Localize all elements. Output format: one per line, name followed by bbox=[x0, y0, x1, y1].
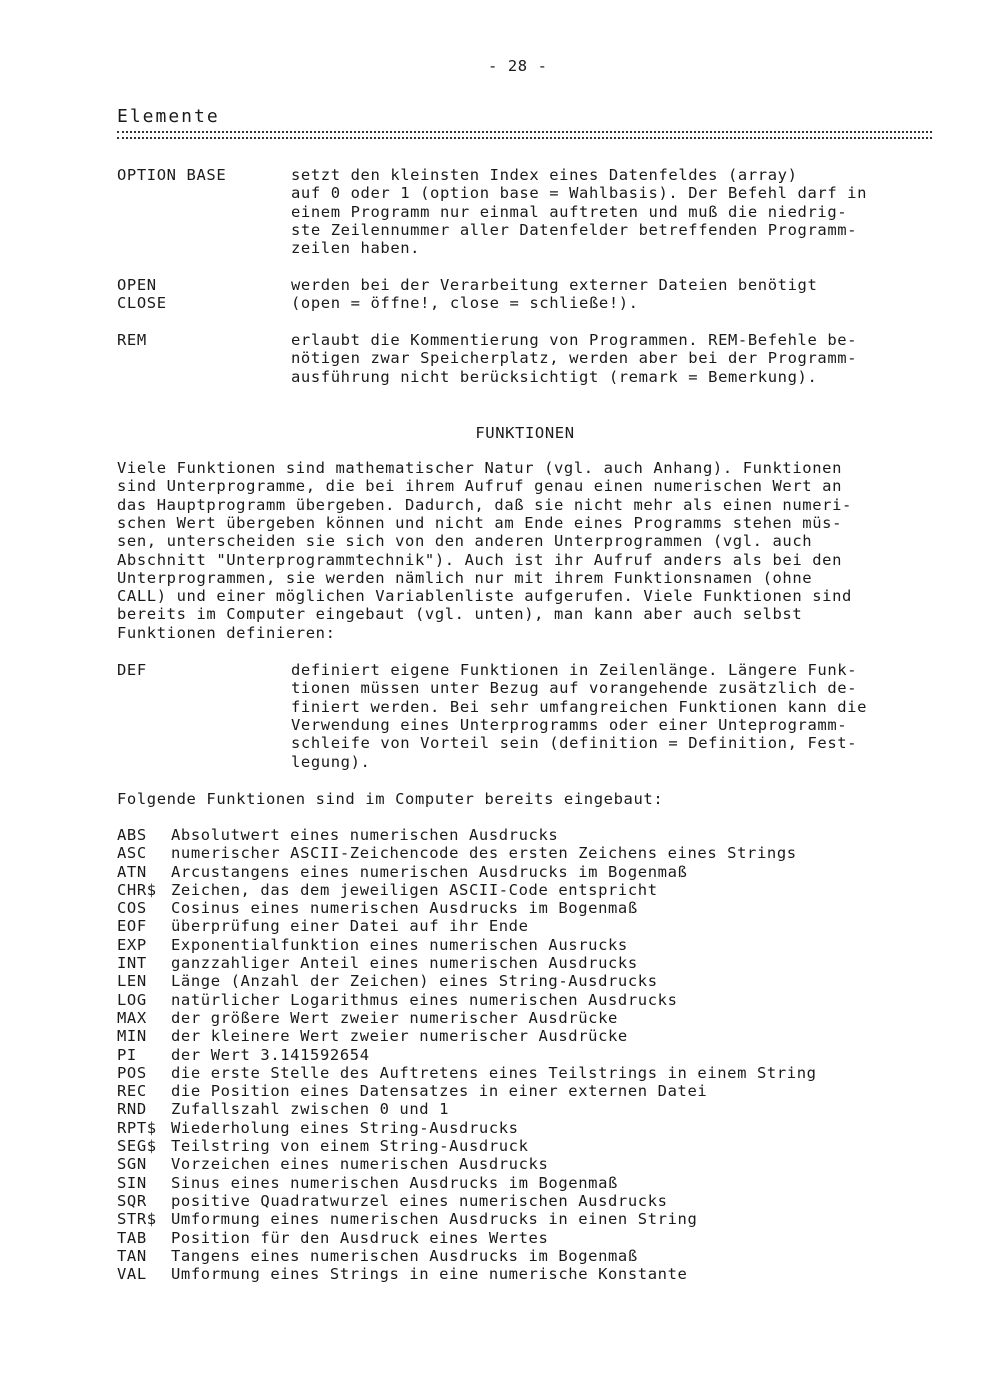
paragraph-line: sen, unterscheiden sie sich von den anderen Unterprogrammen (vgl. auch bbox=[117, 532, 813, 551]
function-desc: Wiederholung eines String-Ausdrucks bbox=[171, 1118, 519, 1137]
function-row bbox=[117, 863, 817, 881]
function-desc: Vorzeichen eines numerischen Ausdrucks bbox=[171, 1155, 549, 1174]
desc-option-base-line: einem Programm nur einmal auftreten und muß die niedrig- bbox=[291, 202, 848, 221]
function-row bbox=[117, 826, 817, 844]
function-row bbox=[117, 1155, 817, 1173]
function-list bbox=[117, 826, 817, 1283]
function-name: COS bbox=[117, 899, 147, 918]
function-row bbox=[117, 881, 817, 899]
function-desc: natürlicher Logarithmus eines numerischen Ausdrucks bbox=[171, 990, 678, 1009]
paragraph-line: schen Wert übergeben können und nicht am Ende eines Programms stehen müs- bbox=[117, 513, 843, 532]
function-row bbox=[117, 972, 817, 990]
heading-underline bbox=[117, 131, 932, 139]
function-name: MAX bbox=[117, 1008, 147, 1027]
function-row bbox=[117, 1247, 817, 1265]
desc-def-line: legung). bbox=[291, 752, 371, 771]
function-desc: Absolutwert eines numerischen Ausdrucks bbox=[171, 826, 559, 844]
function-name: SQR bbox=[117, 1191, 147, 1210]
function-name: SIN bbox=[117, 1173, 147, 1192]
function-desc: Teilstring von einem String-Ausdruck bbox=[171, 1137, 529, 1156]
function-row bbox=[117, 1046, 817, 1064]
desc-def-line: Verwendung eines Unterprogramms oder einer Unteprogramm- bbox=[291, 715, 848, 734]
function-row bbox=[117, 1137, 817, 1155]
function-name: SEG$ bbox=[117, 1137, 157, 1156]
function-desc: Länge (Anzahl der Zeichen) eines String-Ausdrucks bbox=[171, 972, 658, 991]
function-desc: ganzzahliger Anteil eines numerischen Ausdrucks bbox=[171, 954, 638, 973]
keyword-open-close: OPEN CLOSE bbox=[117, 276, 167, 313]
desc-rem-line: erlaubt die Kommentierung von Programmen. REM-Befehle be- bbox=[291, 331, 858, 349]
function-name: TAN bbox=[117, 1246, 147, 1265]
function-name: RND bbox=[117, 1100, 147, 1119]
keyword-def: DEF bbox=[117, 661, 147, 679]
paragraph-line: Viele Funktionen sind mathematischer Natur (vgl. auch Anhang). Funktionen bbox=[117, 459, 843, 477]
function-desc: der größere Wert zweier numerischer Ausdrücke bbox=[171, 1008, 618, 1027]
function-row bbox=[117, 1119, 817, 1137]
function-row bbox=[117, 899, 817, 917]
builtin-intro: Folgende Funktionen sind im Computer bereits eingebaut: bbox=[117, 790, 664, 808]
function-name: EOF bbox=[117, 917, 147, 936]
function-name: TAB bbox=[117, 1228, 147, 1247]
function-name: ABS bbox=[117, 826, 147, 844]
desc-def-line: tionen müssen unter Bezug auf vorangehende zusätzlich de- bbox=[291, 679, 858, 698]
function-row bbox=[117, 1174, 817, 1192]
function-name: ATN bbox=[117, 862, 147, 881]
function-name: REC bbox=[117, 1082, 147, 1101]
function-desc: Umformung eines Strings in eine numerische Konstante bbox=[171, 1265, 688, 1284]
function-row bbox=[117, 1082, 817, 1100]
function-name: PI bbox=[117, 1045, 137, 1064]
function-name: VAL bbox=[117, 1265, 147, 1284]
function-desc: überprüfung einer Datei auf ihr Ende bbox=[171, 917, 529, 936]
function-row bbox=[117, 1192, 817, 1210]
function-name: POS bbox=[117, 1063, 147, 1082]
desc-rem-line: nötigen zwar Speicherplatz, werden aber bei der Programm- bbox=[291, 349, 858, 368]
function-name: LEN bbox=[117, 972, 147, 991]
paragraph-line: CALL) und einer möglichen Variablenliste aufgerufen. Viele Funktionen sind bbox=[117, 587, 852, 606]
desc-option-base-line: ste Zeilennummer aller Datenfelder betreffenden Programm- bbox=[291, 220, 858, 239]
function-desc: Cosinus eines numerischen Ausdrucks im Bogenmaß bbox=[171, 899, 638, 918]
function-desc: Zeichen, das dem jeweiligen ASCII-Code entspricht bbox=[171, 880, 658, 899]
function-desc: die Position eines Datensatzes in einer externen Datei bbox=[171, 1082, 708, 1101]
function-desc: die erste Stelle des Auftretens eines Teilstrings in einem String bbox=[171, 1063, 817, 1082]
function-desc: Umformung eines numerischen Ausdrucks in einen String bbox=[171, 1210, 698, 1229]
desc-open-close-line: (open = öffne!, close = schließe!). bbox=[291, 294, 639, 313]
function-desc: Sinus eines numerischen Ausdrucks im Bogenmaß bbox=[171, 1173, 618, 1192]
paragraph-line: bereits im Computer eingebaut (vgl. unten), man kann aber auch selbst bbox=[117, 605, 803, 624]
function-row bbox=[117, 936, 817, 954]
function-name: LOG bbox=[117, 990, 147, 1009]
function-name: INT bbox=[117, 954, 147, 973]
function-row bbox=[117, 1027, 817, 1045]
function-row bbox=[117, 1229, 817, 1247]
function-desc: Tangens eines numerischen Ausdrucks im Bogenmaß bbox=[171, 1246, 638, 1265]
function-name: SGN bbox=[117, 1155, 147, 1174]
function-name: STR$ bbox=[117, 1210, 157, 1229]
desc-option-base-line: auf 0 oder 1 (option base = Wahlbasis). Der Befehl darf in bbox=[291, 184, 868, 203]
desc-option-base-line: zeilen haben. bbox=[291, 239, 421, 258]
function-desc: positive Quadratwurzel eines numerischen Ausdrucks bbox=[171, 1191, 668, 1210]
desc-def-line: finiert werden. Bei sehr umfangreichen Funktionen kann die bbox=[291, 697, 868, 716]
paragraph-line: Abschnitt "Unterprogrammtechnik"). Auch ist ihr Aufruf anders als bei den bbox=[117, 550, 843, 569]
function-name: RPT$ bbox=[117, 1118, 157, 1137]
function-row bbox=[117, 991, 817, 1009]
function-row bbox=[117, 1265, 817, 1283]
desc-option-base-line: setzt den kleinsten Index eines Datenfeldes (array) bbox=[291, 166, 798, 184]
function-row bbox=[117, 1064, 817, 1082]
function-name: MIN bbox=[117, 1027, 147, 1046]
desc-def-line: schleife von Vorteil sein (definition = Definition, Fest- bbox=[291, 734, 858, 753]
paragraph-line: sind Unterprogramme, die bei ihrem Aufruf genau einen numerischen Wert an bbox=[117, 477, 843, 496]
desc-def-line: definiert eigene Funktionen in Zeilenlänge. Längere Funk- bbox=[291, 661, 858, 679]
section-title-funktionen: FUNKTIONEN bbox=[475, 424, 575, 442]
paragraph-line: das Hauptprogramm übergeben. Dadurch, daß sie nicht mehr als einen numeri- bbox=[117, 495, 852, 514]
function-desc: der Wert 3.141592654 bbox=[171, 1045, 370, 1064]
function-name: CHR$ bbox=[117, 880, 157, 899]
function-row bbox=[117, 954, 817, 972]
function-row bbox=[117, 844, 817, 862]
function-row bbox=[117, 1009, 817, 1027]
function-name: EXP bbox=[117, 935, 147, 954]
keyword-rem: REM bbox=[117, 331, 147, 349]
function-desc: Arcustangens eines numerischen Ausdrucks im Bogenmaß bbox=[171, 862, 688, 881]
function-desc: Exponentialfunktion eines numerischen Ausrucks bbox=[171, 935, 628, 954]
function-row bbox=[117, 917, 817, 935]
desc-open-close-line: werden bei der Verarbeitung externer Dateien benötigt bbox=[291, 276, 818, 294]
section-heading: Elemente bbox=[117, 106, 220, 127]
page-number: - 28 - bbox=[488, 57, 548, 75]
desc-rem-line: ausführung nicht berücksichtigt (remark = Bemerkung). bbox=[291, 367, 818, 386]
function-desc: Zufallszahl zwischen 0 und 1 bbox=[171, 1100, 450, 1119]
function-name: ASC bbox=[117, 844, 147, 863]
keyword-option-base: OPTION BASE bbox=[117, 166, 227, 184]
function-desc: numerischer ASCII-Zeichencode des ersten Zeichens eines Strings bbox=[171, 844, 797, 863]
function-row bbox=[117, 1100, 817, 1118]
function-desc: Position für den Ausdruck eines Wertes bbox=[171, 1228, 549, 1247]
function-desc: der kleinere Wert zweier numerischer Ausdrücke bbox=[171, 1027, 628, 1046]
paragraph-line: Unterprogrammen, sie werden nämlich nur mit ihrem Funktionsnamen (ohne bbox=[117, 568, 813, 587]
function-row bbox=[117, 1210, 817, 1228]
paragraph-line: Funktionen definieren: bbox=[117, 623, 336, 642]
